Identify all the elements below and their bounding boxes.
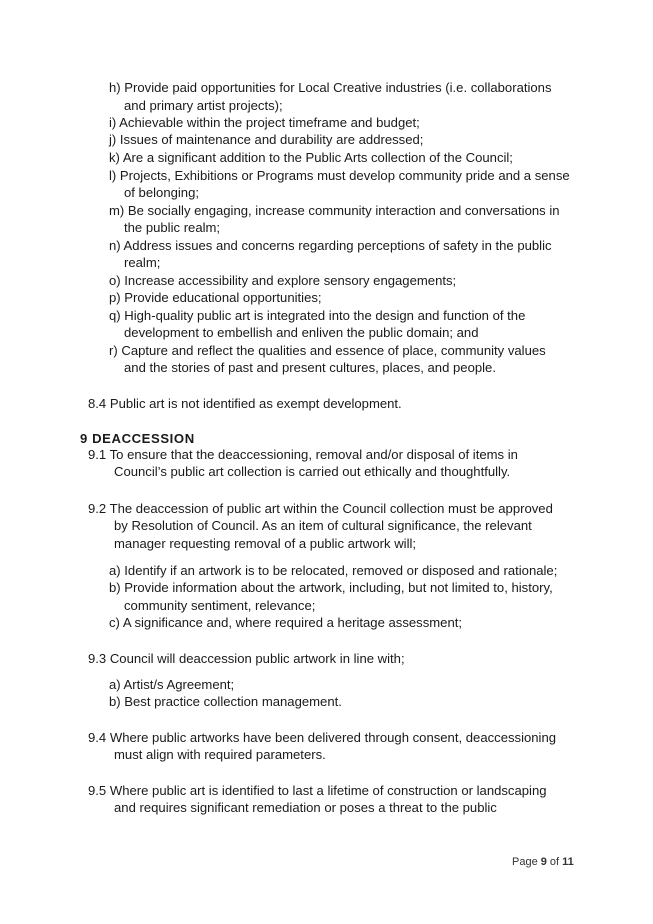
list-item-o: o) Increase accessibility and explore sensory engagements; [109,273,457,288]
list-item-q: q) High-quality public art is integrated into the design and function of the [109,308,526,323]
page-number-total: 11 [562,856,574,868]
list-item-n: n) Address issues and concerns regarding perceptions of safety in the public [109,238,552,253]
clause-9-3: 9.3 Council will deaccession public artwork in line with; [88,651,405,666]
list-item-l: l) Projects, Exhibitions or Programs must develop community pride and a sense [109,168,570,183]
clause-9-1: 9.1 To ensure that the deaccessioning, removal and/or disposal of items in [88,447,518,462]
list-item-i: i) Achievable within the project timeframe and budget; [109,115,420,130]
page-number [512,856,574,868]
list-item-r-cont: and the stories of past and present cultures, places, and people. [124,360,496,375]
clause-9-3-item-b: b) Best practice collection management. [109,694,342,709]
clause-8-4: 8.4 Public art is not identified as exempt development. [88,396,402,411]
list-item-l-cont: of belonging; [124,185,199,200]
clause-9-2-item-b-cont: community sentiment, relevance; [124,598,316,613]
section-heading: 9 DEACCESSION [80,431,195,446]
list-item-k: k) Are a significant addition to the Public Arts collection of the Council; [109,150,513,165]
page-number-current: 9 [540,856,547,868]
clause-9-2-item-b: b) Provide information about the artwork, including, but not limited to, history, [109,580,553,595]
list-item-h: h) Provide paid opportunities for Local Creative industries (i.e. collaborations [109,80,552,95]
clause-9-4: 9.4 Where public artworks have been delivered through consent, deaccessioning [88,730,557,745]
list-item-m-cont: the public realm; [124,220,221,235]
clause-9-2-cont-1: by Resolution of Council. As an item of cultural significance, the relevant [114,518,532,533]
clause-9-4-cont: must align with required parameters. [114,747,326,762]
clause-9-2-item-c: c) A significance and, where required a heritage assessment; [109,615,462,630]
clause-9-5: 9.5 Where public art is identified to last a lifetime of construction or landscaping [88,783,547,798]
list-item-m: m) Be socially engaging, increase community interaction and conversations in [109,203,560,218]
list-item-p: p) Provide educational opportunities; [109,290,322,305]
clause-9-2: 9.2 The deaccession of public art within the Council collection must be approved [88,501,553,516]
clause-9-2-item-a: a) Identify if an artwork is to be relocated, removed or disposed and rationale; [109,563,558,578]
page-number-prefix: Page [512,856,541,868]
list-item-q-cont: development to embellish and enliven the public domain; and [124,325,479,340]
list-item-n-cont: realm; [124,255,161,270]
list-item-r: r) Capture and reflect the qualities and essence of place, community values [109,343,546,358]
list-item-h-cont: and primary artist projects); [124,98,283,113]
clause-9-2-cont-2: manager requesting removal of a public artwork will; [114,536,417,551]
clause-9-1-cont: Council’s public art collection is carried out ethically and thoughtfully. [114,464,511,479]
clause-9-5-cont: and requires significant remediation or poses a threat to the public [114,800,497,815]
list-item-j: j) Issues of maintenance and durability are addressed; [109,132,424,147]
clause-9-3-item-a: a) Artist/s Agreement; [109,677,235,692]
page-number-middle: of [546,856,563,868]
